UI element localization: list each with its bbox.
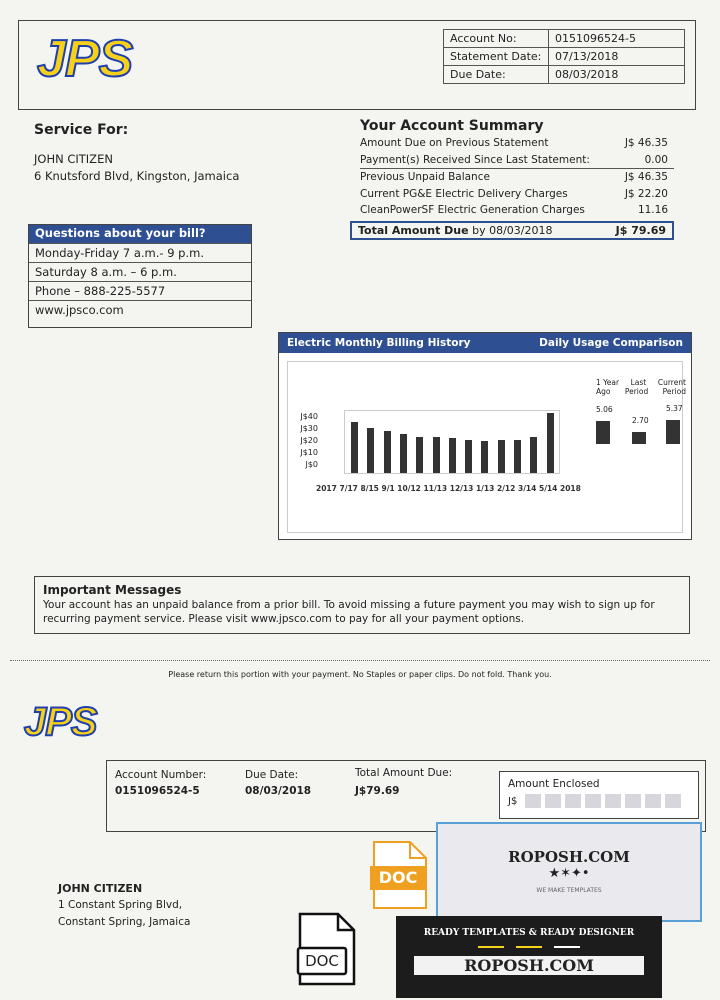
stub-mailing-address xyxy=(58,880,190,931)
x-axis-labels: 2017 7/17 8/15 9/1 10/12 11/13 12/13 1/13 2/12 3/14 5/14 2018 xyxy=(316,484,581,493)
roposh-banner xyxy=(396,916,662,998)
service-for xyxy=(34,122,239,183)
perforation-line xyxy=(10,660,710,661)
website-link[interactable]: www.jpsco.com xyxy=(29,300,251,327)
roposh-stamp xyxy=(436,822,702,922)
banner-site: ROPOSH.COM xyxy=(414,956,644,975)
account-summary xyxy=(360,118,674,240)
questions-box xyxy=(28,224,252,328)
phone: Phone – 888-225-5577 xyxy=(29,281,251,300)
stub-due-value: 08/03/2018 xyxy=(245,785,312,797)
bar xyxy=(416,437,423,473)
bar-plot-area xyxy=(344,410,560,474)
stub-account-value: 0151096524-5 xyxy=(115,785,200,797)
stub-jps-logo: JPS xyxy=(24,700,97,744)
amount-enclosed-box xyxy=(499,771,699,819)
account-info-table xyxy=(443,29,685,84)
summary-row: Previous Unpaid Balance J$ 46.35 xyxy=(360,171,668,183)
y-tick-label: J$0 xyxy=(305,460,318,469)
banner-text: READY TEMPLATES & READY DESIGNER xyxy=(423,928,635,938)
y-tick-label: J$40 xyxy=(300,412,318,421)
stamp-tagline: WE MAKE TEMPLATES xyxy=(536,887,602,894)
y-tick-label: J$20 xyxy=(300,436,318,445)
bar xyxy=(384,431,391,473)
bar xyxy=(351,422,358,473)
chart-title: Electric Monthly Billing History xyxy=(287,337,471,349)
bar xyxy=(498,440,505,473)
y-tick-label: J$30 xyxy=(300,424,318,433)
message-line: Your account has an unpaid balance from a prior bill. To avoid missing a future payment you may wish to sign up for xyxy=(43,599,655,611)
stub-total-value: J$79.69 xyxy=(355,785,400,797)
questions-title: Questions about your bill? xyxy=(29,225,251,243)
stub-address-line: 1 Constant Spring Blvd, xyxy=(58,899,183,911)
account-no-label: Account No: xyxy=(444,30,549,48)
customer-name: JOHN CITIZEN xyxy=(34,152,113,166)
comparison-value-label: 2.70 xyxy=(632,416,649,425)
account-row xyxy=(444,30,685,48)
bar xyxy=(433,437,440,473)
bar xyxy=(481,441,488,473)
doc-file-icon: DOC xyxy=(370,840,428,910)
header-box xyxy=(18,20,696,110)
summary-row: Payment(s) Received Since Last Statement: 0.00 xyxy=(360,152,674,170)
statement-date-label: Statement Date: xyxy=(444,48,549,66)
bar xyxy=(367,428,374,473)
customer-address: 6 Knutsford Blvd, Kingston, Jamaica xyxy=(34,169,240,183)
chart-header xyxy=(279,333,691,353)
bar xyxy=(465,440,472,473)
summary-row: CleanPowerSF Electric Generation Charges 11.16 xyxy=(360,204,668,216)
y-axis-labels xyxy=(288,412,318,472)
hours-saturday: Saturday 8 a.m. – 6 p.m. xyxy=(29,262,251,281)
banner-dashes xyxy=(396,946,662,948)
comparison-title: Daily Usage Comparison xyxy=(539,337,683,349)
total-amount-due: Total Amount Due by 08/03/2018 J$ 79.69 xyxy=(350,221,674,240)
stamp-stars: ★✶✦• xyxy=(548,866,590,881)
billing-chart-box xyxy=(278,332,692,540)
comparison-bar xyxy=(596,421,610,444)
bar xyxy=(400,434,407,473)
hours-weekday: Monday-Friday 7 a.m.- 9 p.m. xyxy=(29,243,251,262)
statement-date-row xyxy=(444,48,685,66)
y-tick-label: J$10 xyxy=(300,448,318,457)
jps-logo: JPS xyxy=(37,30,133,88)
doc-outline-icon: DOC xyxy=(296,912,356,986)
stub-address-line: Constant Spring, Jamaica xyxy=(58,916,191,928)
statement-date-value: 07/13/2018 xyxy=(549,48,685,66)
comparison-bar xyxy=(632,432,646,444)
bar xyxy=(530,437,537,473)
stub-name: JOHN CITIZEN xyxy=(58,882,143,895)
stub-total: Total Amount Due: J$79.69 xyxy=(355,767,453,797)
messages-title: Important Messages xyxy=(43,583,182,597)
stub-account: Account Number: 0151096524-5 xyxy=(115,769,207,797)
bar xyxy=(514,440,521,473)
amount-enclosed-label: Amount Enclosed xyxy=(508,778,600,790)
due-date-label: Due Date: xyxy=(444,66,549,84)
service-title: Service For: xyxy=(34,122,129,138)
summary-title: Your Account Summary xyxy=(360,118,544,134)
bar xyxy=(547,413,554,473)
comparison-chart xyxy=(596,400,688,448)
bar xyxy=(449,438,456,473)
summary-row: Current PG&E Electric Delivery Charges J$ 22.20 xyxy=(360,187,668,200)
return-instruction: Please return this portion with your payment. No Staples or paper clips. Do not fold. Thank you. xyxy=(168,670,552,679)
account-no-value: 0151096524-5 xyxy=(549,30,685,48)
stamp-site: ROPOSH.COM xyxy=(508,848,630,866)
chart-inner xyxy=(287,361,686,533)
message-line: recurring payment service. Please visit www.jpsco.com to pay for all your payment options. xyxy=(43,613,525,625)
due-date-row xyxy=(444,66,685,84)
comparison-value-label: 5.37 xyxy=(666,404,683,413)
important-messages xyxy=(34,576,690,634)
summary-row: Amount Due on Previous Statement J$ 46.35 xyxy=(360,137,668,149)
due-date-value: 08/03/2018 xyxy=(549,66,685,84)
amount-enclosed-input[interactable]: J$ xyxy=(508,794,698,808)
comparison-bar xyxy=(666,420,680,444)
comparison-value-label: 5.06 xyxy=(596,405,613,414)
stub-due-date: Due Date: 08/03/2018 xyxy=(245,769,312,797)
comparison-headers: 1 Year Last Current Ago Period Period xyxy=(596,378,686,396)
